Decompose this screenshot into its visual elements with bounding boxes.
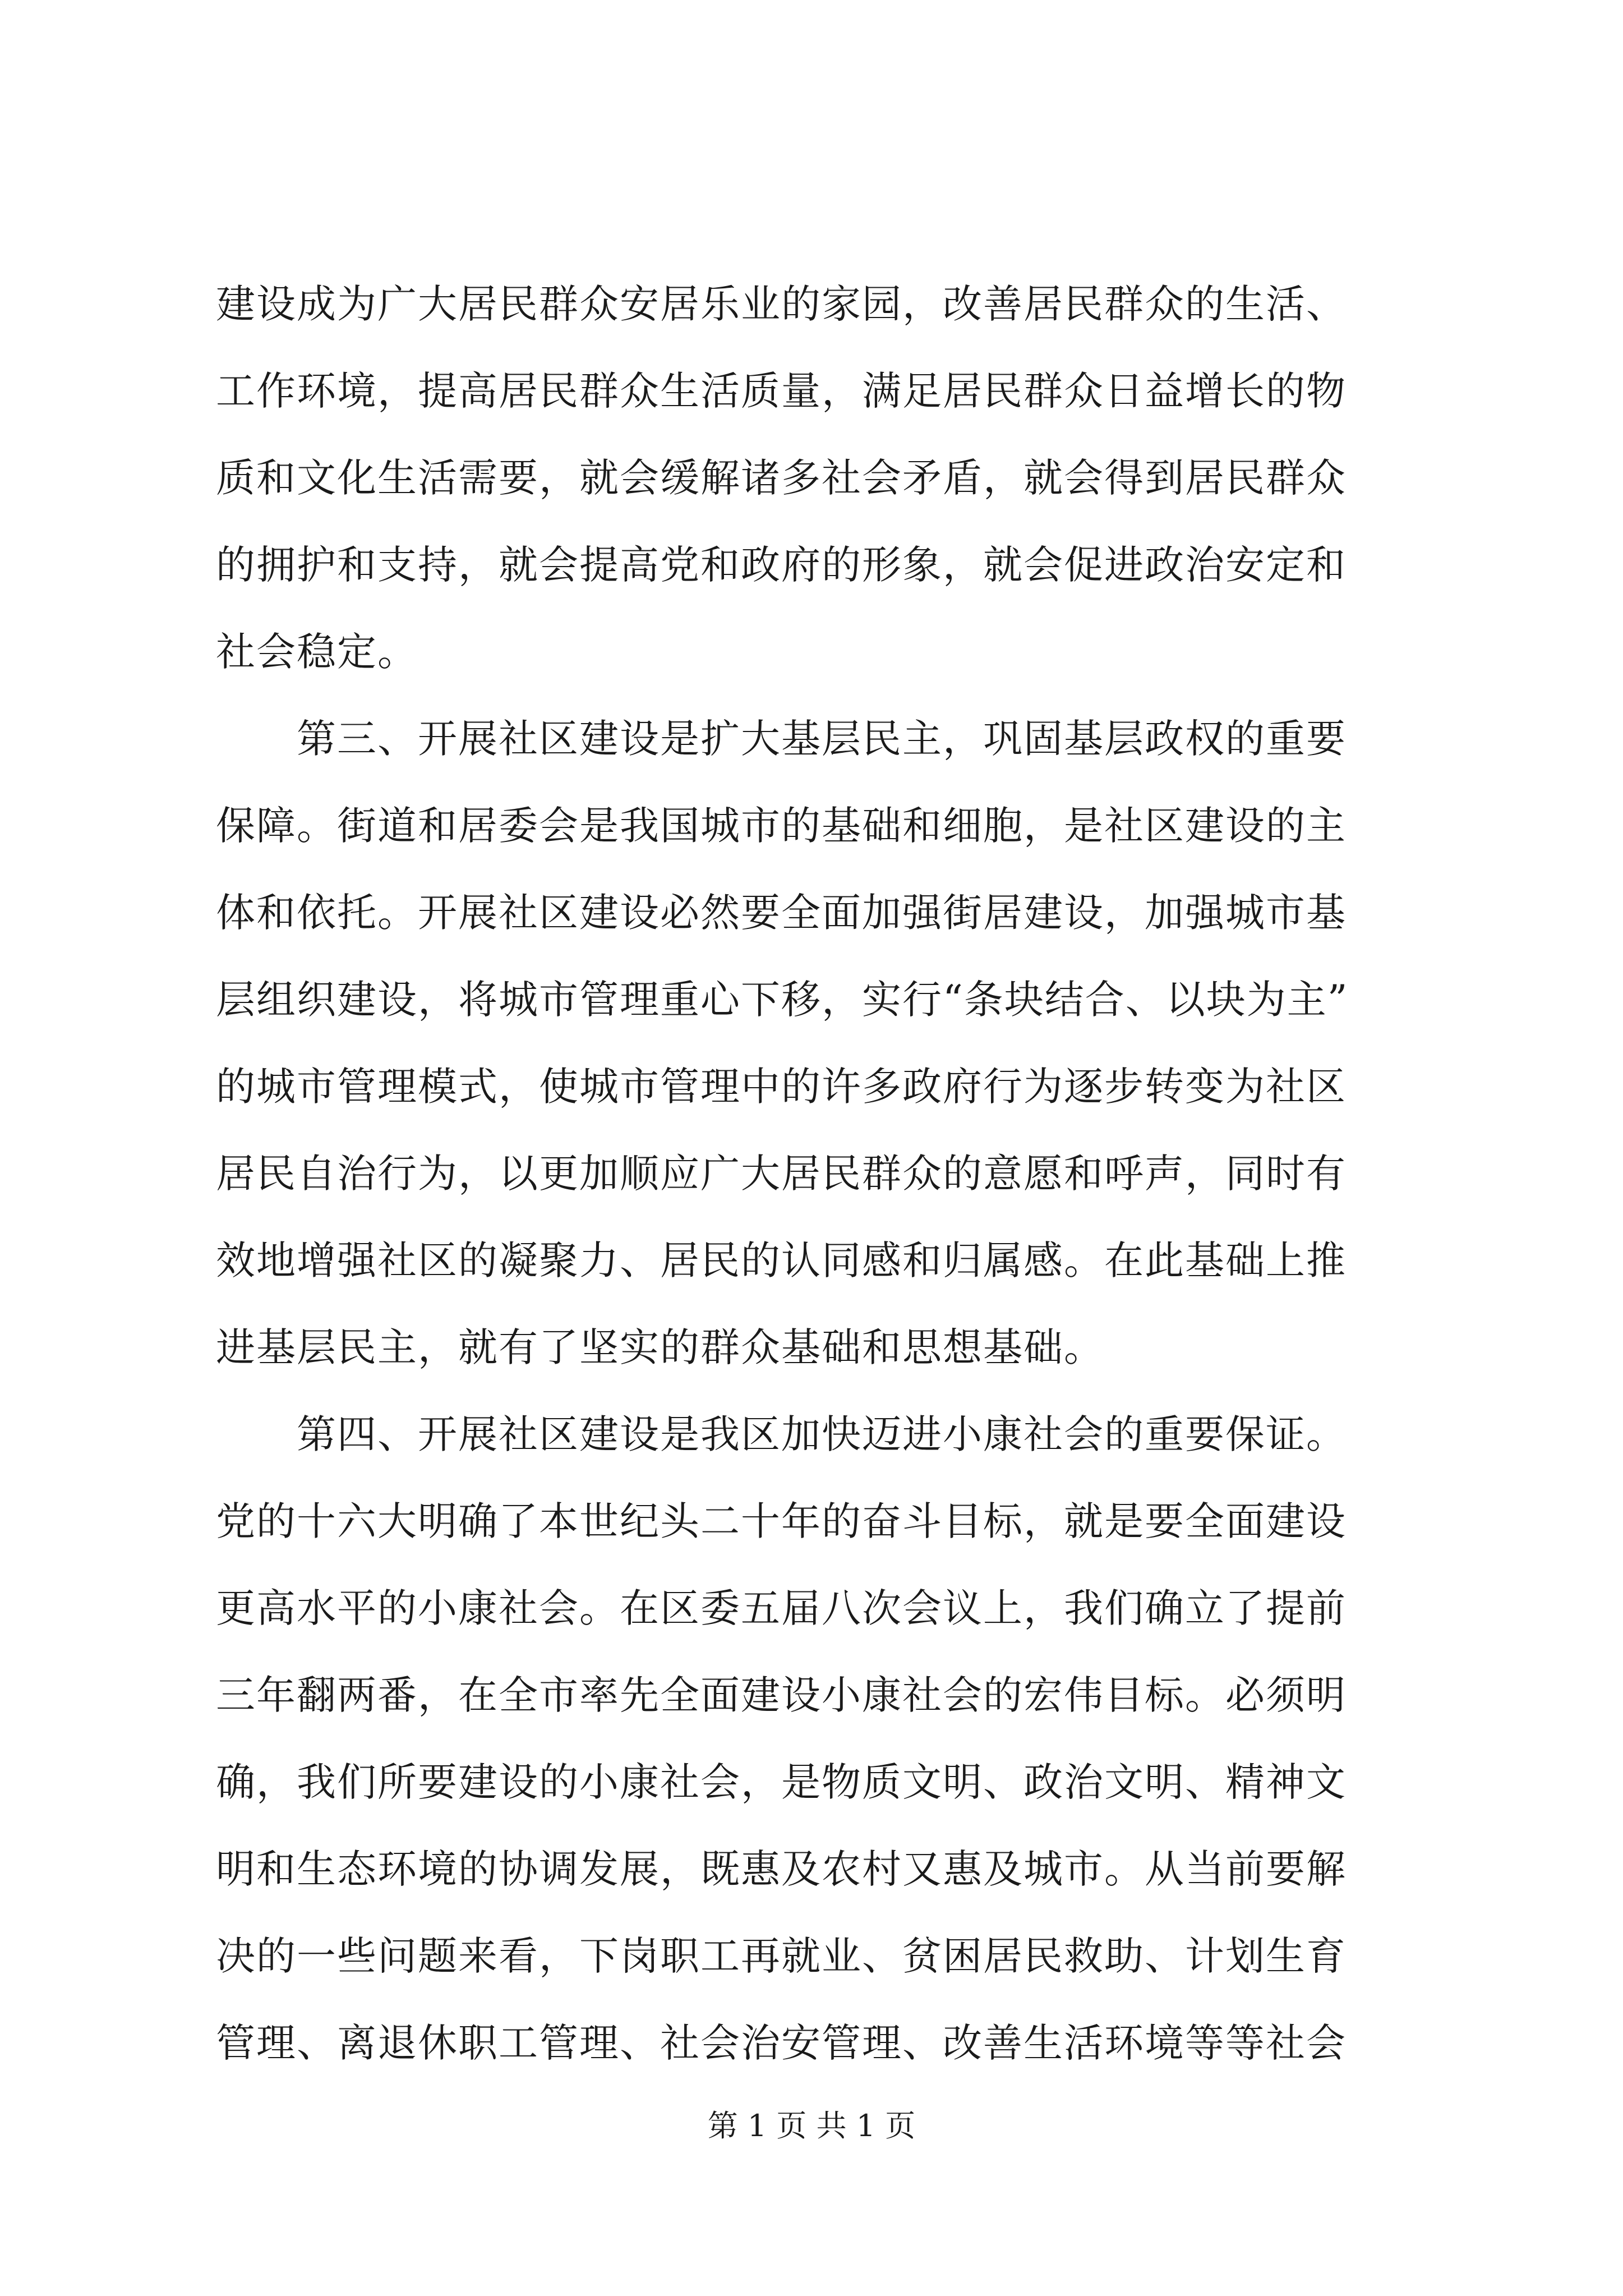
body-text-line: 三年翻两番，在全市率先全面建设小康社会的宏伟目标。必须明 (216, 1672, 1347, 1718)
body-text-line: 进基层民主，就有了坚实的群众基础和思想基础。 (216, 1324, 1104, 1370)
body-text-line: 保障。街道和居委会是我国城市的基础和细胞，是社区建设的主 (216, 803, 1347, 849)
body-text-line: 的拥护和支持，就会提高党和政府的形象，就会促进政治安定和 (216, 542, 1347, 588)
page-footer: 第 1 页 共 1 页 (707, 2108, 916, 2143)
body-text-line: 建设成为广大居民群众安居乐业的家园，改善居民群众的生活、 (216, 281, 1347, 327)
body-text-line: 居民自治行为，以更加顺应广大居民群众的意愿和呼声，同时有 (216, 1151, 1347, 1197)
paragraph-start-line: 第四、开展社区建设是我区加快迈进小康社会的重要保证。 (216, 1411, 1347, 1457)
body-text-line: 决的一些问题来看，下岗职工再就业、贫困居民救助、计划生育 (216, 1933, 1347, 1979)
body-text-line: 体和依托。开展社区建设必然要全面加强街居建设，加强城市基 (216, 890, 1347, 936)
body-text-line: 工作环境，提高居民群众生活质量，满足居民群众日益增长的物 (216, 368, 1347, 414)
body-text-line: 党的十六大明确了本世纪头二十年的奋斗目标，就是要全面建设 (216, 1498, 1347, 1544)
body-text-line: 社会稳定。 (216, 629, 418, 675)
body-text-line: 管理、离退休职工管理、社会治安管理、改善生活环境等等社会 (216, 2020, 1347, 2066)
body-text-line: 更高水平的小康社会。在区委五届八次会议上，我们确立了提前 (216, 1585, 1347, 1631)
body-text-line: 的城市管理模式，使城市管理中的许多政府行为逐步转变为社区 (216, 1064, 1347, 1110)
paragraph-start-line: 第三、开展社区建设是扩大基层民主，巩固基层政权的重要 (216, 716, 1347, 762)
body-text-line: 层组织建设，将城市管理重心下移，实行“条块结合、以块为主” (216, 977, 1349, 1023)
body-text-line: 确，我们所要建设的小康社会，是物质文明、政治文明、精神文 (216, 1759, 1347, 1805)
body-text-line: 明和生态环境的协调发展，既惠及农村又惠及城市。从当前要解 (216, 1846, 1347, 1892)
body-text-line: 质和文化生活需要，就会缓解诸多社会矛盾，就会得到居民群众 (216, 455, 1347, 501)
body-text-line: 效地增强社区的凝聚力、居民的认同感和归属感。在此基础上推 (216, 1237, 1347, 1283)
